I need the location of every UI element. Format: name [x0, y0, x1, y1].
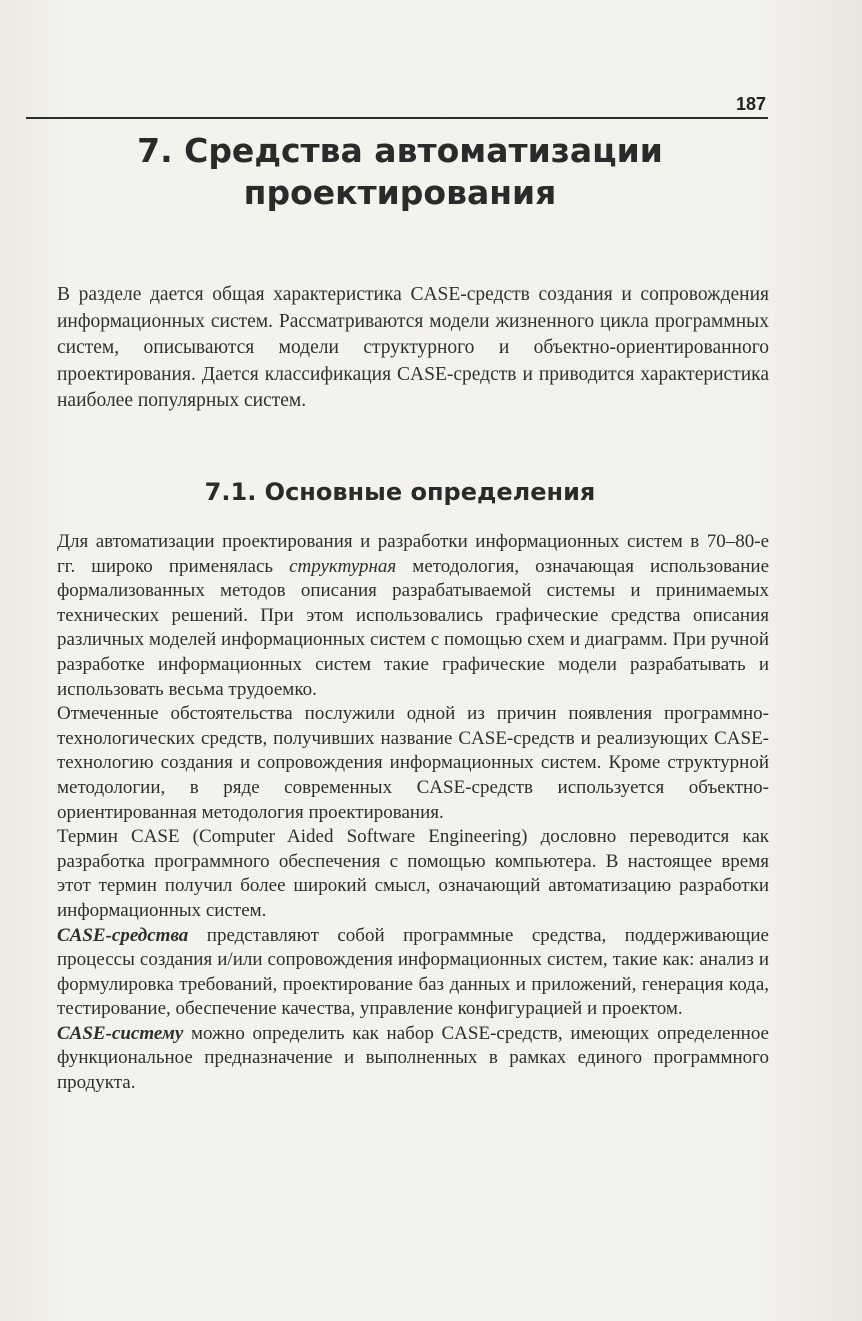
- paragraph-text: Для автоматизации проектирования и разработки информационных систем в 70–80-е гг. широко применялась: [57, 531, 769, 577]
- section-title: 7.1. Основные определения: [204, 478, 596, 506]
- page-number: 187: [735, 94, 766, 114]
- chapter-intro: В разделе дается общая характеристика CASE-средств создания и сопровождения информационных систем. Рассматриваются модели жизненного цикла программных систем, описываются модели структурного и объектно-ориентированного проектирования. Дается классификация CASE-средств и приводится характеристика наиболее популярных систем.: [57, 284, 769, 411]
- paragraph-text: можно определить как набор CASE-средств, имеющих определенное функциональное предназначение и выполненных в рамках единого программного продукта.: [57, 1022, 769, 1094]
- chapter-title: 7. Средства автоматизации проектирования: [137, 131, 663, 212]
- term-definition: CASE-средства: [57, 924, 189, 946]
- section-body: [57, 530, 769, 1096]
- paragraph: [57, 924, 769, 1022]
- paragraph-text: представляют собой программные средства, поддерживающие процессы создания и/или сопровождения информационных систем, такие как: анализ и формулировка требований, проектирование баз данных и приложений, генерация кода, тестирование, обеспечение качества, управление конфигурацией и проектом.: [57, 924, 769, 1020]
- paragraph-text: методология, означающая использование формализованных методов описания разрабатываемой системы и принимаемых технических решений. При этом использовались графические средства описания различных моделей информационных систем с помощью схем и диаграмм. При ручной разработке информационных систем такие графические модели разрабатывать и использовать весьма трудоемко.: [57, 555, 769, 700]
- paragraph: [57, 1022, 769, 1096]
- paragraph: Термин CASE (Computer Aided Software Engineering) дословно переводится как разработка программного обеспечения с помощью компьютера. В настоящее время этот термин получил более широкий смысл, означающий автоматизацию разработки информационных систем.: [57, 826, 769, 921]
- paragraph: [57, 530, 769, 702]
- header-rule: [26, 117, 768, 119]
- paragraph: Отмеченные обстоятельства послужили одной из причин появления программно-технологических средств, получивших название CASE-средств и реализующих CASE-технологию создания и сопровождения информационных систем. Кроме структурной методологии, в ряде современных CASE-средств используется объектно-ориентированная методология проектирования.: [57, 703, 769, 823]
- term-emphasis: структурная: [289, 555, 397, 577]
- term-definition: CASE-систему: [57, 1022, 184, 1044]
